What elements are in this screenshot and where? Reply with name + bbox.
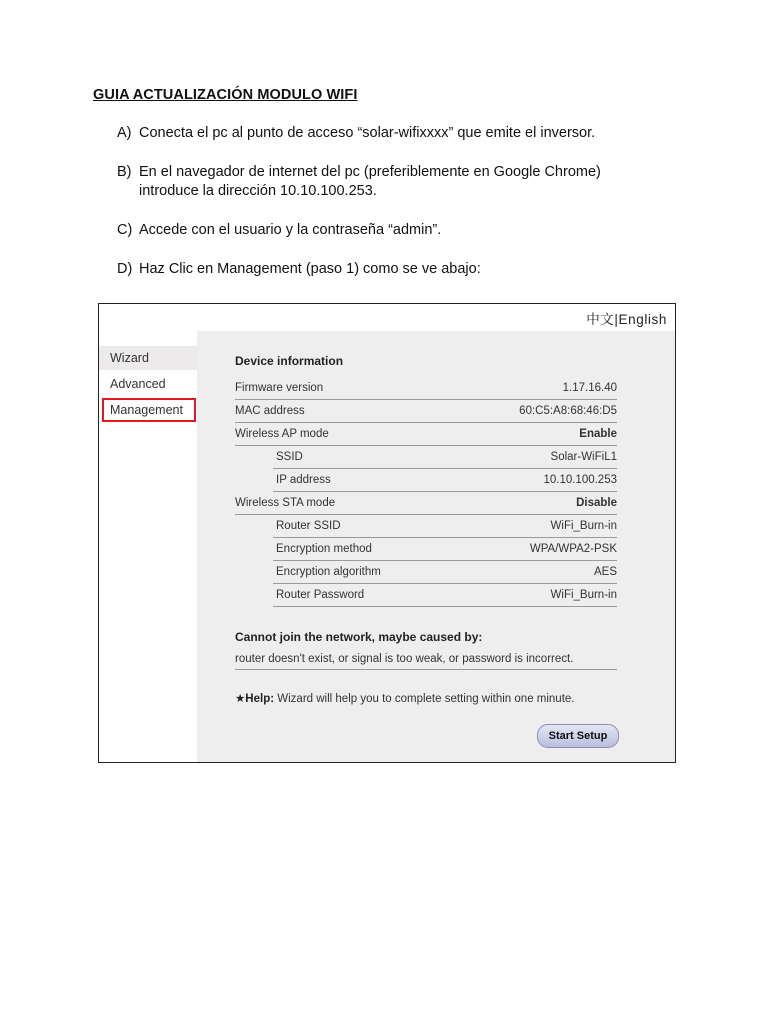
row-label: Wireless STA mode [235, 497, 336, 509]
step-b [117, 163, 601, 201]
info-row-router-ssid [273, 515, 617, 538]
step-letter: A) [117, 125, 132, 141]
embedded-screenshot [98, 303, 676, 763]
row-label: SSID [276, 451, 303, 463]
info-row-encryption-method [273, 538, 617, 561]
step-letter: B) [117, 164, 132, 180]
row-label: Router SSID [276, 520, 341, 532]
row-value: 10.10.100.253 [543, 474, 617, 486]
sidebar-item-management[interactable]: Management [102, 398, 196, 422]
device-info-rows [235, 377, 617, 607]
step-text: Accede con el usuario y la contraseña “admin”. [139, 222, 442, 238]
step-letter: C) [117, 222, 133, 238]
row-value: AES [593, 566, 617, 578]
language-switch[interactable]: 中文|English [586, 312, 667, 327]
panel-title: Device information [235, 354, 344, 368]
sidebar-item-wizard[interactable]: Wizard [99, 346, 197, 370]
info-row-ap-mode [235, 423, 617, 446]
row-label: MAC address [235, 405, 305, 417]
info-row-mac [235, 400, 617, 423]
help-line [235, 691, 575, 705]
step-d [117, 260, 481, 279]
step-text-continued: introduce la dirección 10.10.100.253. [139, 183, 377, 199]
row-label: Wireless AP mode [235, 428, 329, 440]
warning-title: Cannot join the network, maybe caused by: [235, 630, 483, 644]
row-value: 1.17.16.40 [562, 382, 617, 394]
row-value: Disable [576, 497, 617, 509]
step-text: Haz Clic en Management (paso 1) como se ve abajo: [139, 261, 481, 277]
row-value: 60:C5:A8:68:46:D5 [519, 405, 617, 417]
step-c [117, 221, 441, 240]
info-row-firmware [235, 377, 617, 400]
document-title: GUIA ACTUALIZACIÓN MODULO WIFI [93, 87, 358, 103]
info-row-ssid [273, 446, 617, 469]
row-label: IP address [276, 474, 331, 486]
start-setup-button[interactable]: Start Setup [537, 724, 619, 748]
row-value: Solar-WiFiL1 [550, 451, 617, 463]
row-label: Firmware version [235, 382, 324, 394]
sidebar [99, 346, 197, 424]
row-label: Router Password [276, 589, 365, 601]
row-label: Encryption algorithm [276, 566, 381, 578]
sidebar-item-advanced[interactable]: Advanced [110, 377, 166, 391]
row-label: Encryption method [276, 543, 372, 555]
row-value: WiFi_Burn-in [550, 589, 617, 601]
help-label: ★Help: [235, 693, 275, 705]
warning-text: router doesn't exist, or signal is too weak, or password is incorrect. [235, 653, 617, 670]
row-value: WiFi_Burn-in [550, 520, 617, 532]
step-text: Conecta el pc al punto de acceso “solar-wifixxxx” que emite el inversor. [139, 125, 596, 141]
help-text: Wizard will help you to complete setting within one minute. [277, 693, 575, 705]
row-value: WPA/WPA2-PSK [529, 543, 617, 555]
info-row-ip [273, 469, 617, 492]
device-info-panel [197, 331, 675, 762]
info-row-encryption-algorithm [273, 561, 617, 584]
step-letter: D) [117, 261, 133, 277]
info-row-sta-mode [235, 492, 617, 515]
info-row-router-password [273, 584, 617, 607]
step-text: En el navegador de internet del pc (preferiblemente en Google Chrome) [139, 164, 601, 180]
row-value: Enable [579, 428, 617, 440]
step-a [117, 124, 595, 143]
